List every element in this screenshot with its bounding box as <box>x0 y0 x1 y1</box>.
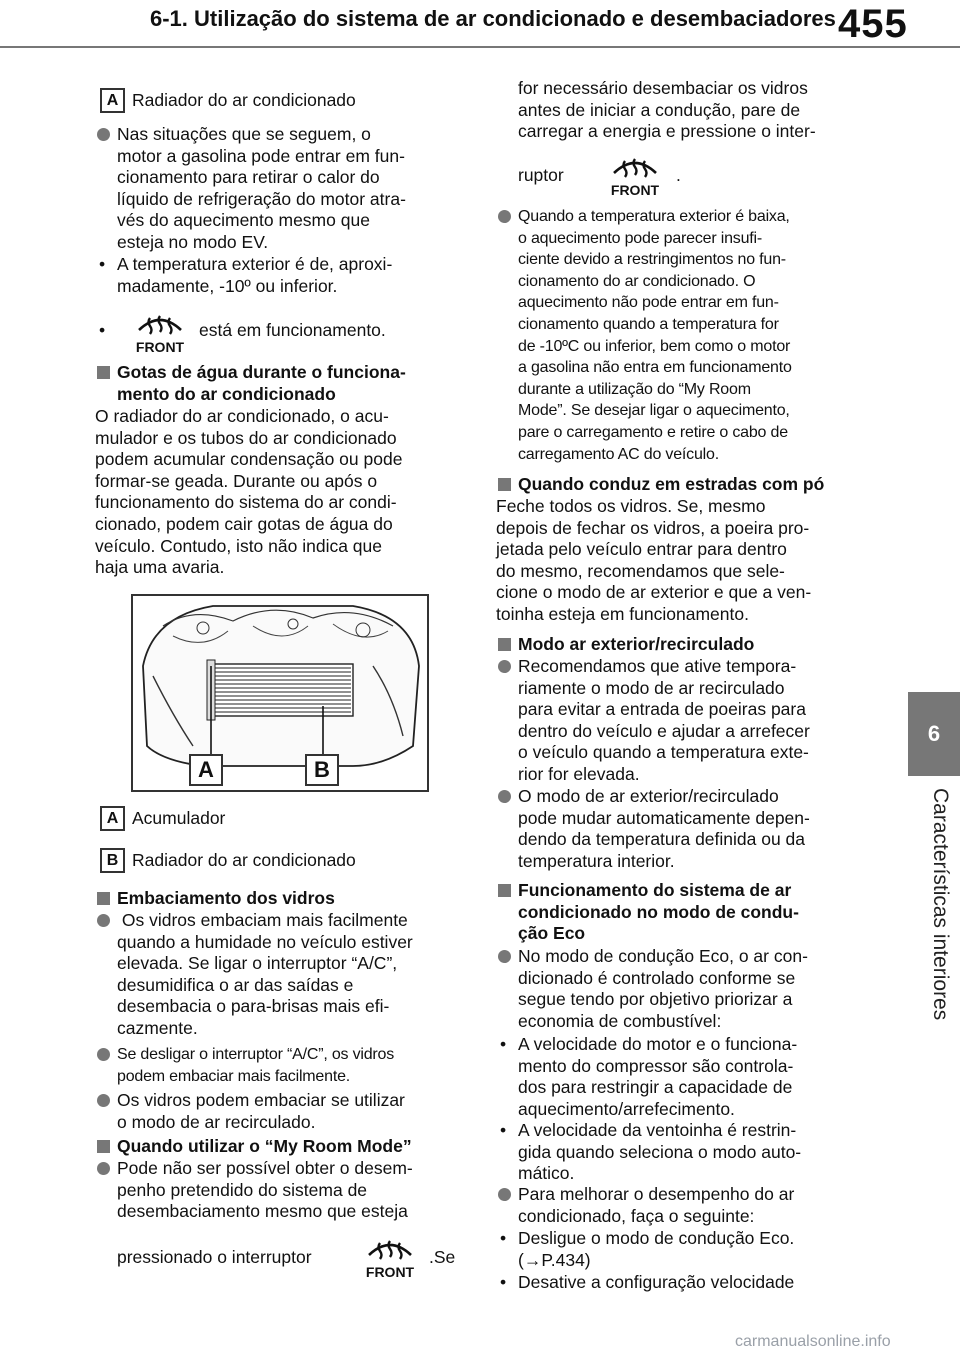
text-line: Gotas de água durante o funciona- <box>117 362 406 382</box>
text-line: haja uma avaria. <box>95 557 225 578</box>
text-line: pode mudar automaticamente depen- <box>518 807 810 828</box>
text-line: A temperatura exterior é de, aproxi- <box>117 254 393 274</box>
bullet-icon <box>498 790 511 803</box>
text-line: mático. <box>518 1163 575 1184</box>
svg-text:FRONT: FRONT <box>610 181 660 197</box>
text-line: condicionado, faça o seguinte: <box>518 1205 755 1226</box>
text-line: o aquecimento pode parecer insufi- <box>518 229 763 247</box>
text-line: o modo de ar recirculado. <box>117 1111 316 1132</box>
text-line: dos para restringir a capacidade de <box>518 1077 793 1098</box>
text-line: veículo. Contudo, isto não indica que <box>95 535 382 556</box>
text-line: condicionado no modo de condu- <box>518 901 799 922</box>
text-line: de -10ºC ou inferior, bem como o motor <box>518 337 791 355</box>
dash-item: • Desligue o modo de condução Eco. (→P.434) <box>496 1228 888 1271</box>
text-line: líquido de refrigeração do motor atra- <box>117 188 406 209</box>
bullet-item <box>95 910 487 1040</box>
dash-item: • A velocidade da ventoinha é restrin- gida quando seleciona o modo auto- mático. <box>496 1120 888 1185</box>
text-line: podem acumular condensação ou pode <box>95 449 403 470</box>
condenser-illustration <box>133 596 427 790</box>
text-line: segue tendo por objetivo priorizar a <box>518 989 793 1010</box>
section-heading: Quando conduz em estradas com pó <box>496 474 888 496</box>
text-line: podem embaciar mais facilmente. <box>117 1067 351 1085</box>
text-line: ção Eco <box>518 923 586 944</box>
text-line: Recomendamos que ative tempora- <box>518 656 797 676</box>
text-line: pare o carregamento e retire o cabo de <box>518 423 788 441</box>
text-line: Desative a configuração velocidade <box>518 1272 795 1292</box>
callout-badge-a: A <box>100 88 125 113</box>
text-line: jetada pelo veículo entrar para dentro <box>496 539 787 560</box>
front-defroster-icon <box>363 1233 417 1279</box>
text-line: Funcionamento do sistema de ar <box>518 880 792 900</box>
text-line: antes de iniciar a condução, pare de <box>518 99 801 120</box>
text-line: (→P.434) <box>518 1249 591 1270</box>
text-line: motor a gasolina pode entrar em fun- <box>117 145 405 166</box>
section-heading: Modo ar exterior/recirculado <box>496 634 888 656</box>
text-line: quando a humidade no veículo estiver <box>117 931 413 952</box>
square-icon <box>97 1140 110 1153</box>
callout-badge-a: A <box>100 806 125 831</box>
front-defroster-icon <box>133 308 187 354</box>
square-icon <box>498 638 511 651</box>
text-line: cione o modo de ar exterior e que a ven- <box>496 582 812 603</box>
text-line: para evitar a entrada de poeiras para <box>518 699 806 720</box>
callout-badge-b: B <box>100 848 125 873</box>
text-line: madamente, -10º ou inferior. <box>117 275 338 296</box>
text-line: depois de fechar os vidros, a poeira pro- <box>496 517 810 538</box>
section-heading <box>95 362 487 405</box>
dash-item: • A velocidade do motor e o funciona- mento do compressor são controla- dos para restringir a capacidade de aquecimento/arrefecimento. <box>496 1034 888 1120</box>
bullet-icon <box>498 1188 511 1201</box>
text-line: A velocidade do motor e o funciona- <box>518 1034 798 1054</box>
text-line: aquecimento/arrefecimento. <box>518 1098 735 1119</box>
watermark: carmanualsonline.info <box>735 1333 891 1350</box>
bullet-item: Pode não ser possível obter o desem- penho pretendido do sistema de desembaciamento mesmo que esteja pressionado o interruptor FRONT .Se <box>95 1158 487 1283</box>
section-heading <box>496 880 888 945</box>
text-line: dicionado é controlado conforme se <box>518 967 796 988</box>
bullet-icon <box>498 950 511 963</box>
square-icon <box>498 478 511 491</box>
text-line: Desligue o modo de condução Eco. <box>518 1228 795 1248</box>
bullet-icon <box>498 210 511 223</box>
bullet-item <box>95 1044 487 1087</box>
bullet-item <box>496 656 888 786</box>
text-line: desembacia o para-brisas mais efi- <box>117 996 390 1017</box>
text-line: Feche todos os vidros. Se, mesmo <box>496 496 766 516</box>
text-line: A velocidade da ventoinha é restrin- <box>518 1120 797 1140</box>
square-icon <box>97 366 110 379</box>
caption-accumulator: Acumulador <box>132 808 226 828</box>
text-line: toinha esteja em funcionamento. <box>496 603 749 624</box>
dash-text: está em funcionamento. <box>199 320 386 340</box>
text-line: Quando a temperatura exterior é baixa, <box>518 208 790 225</box>
text-line: dentro do veículo e ajudar a arrefecer <box>518 720 810 741</box>
text-line: elevada. Se ligar o interruptor “A/C”, <box>117 953 398 974</box>
bullet-icon <box>97 1094 110 1107</box>
section-heading: Quando utilizar o “My Room Mode” <box>95 1136 487 1158</box>
bullet-icon <box>97 914 110 927</box>
text-line: for necessário desembaciar os vidros <box>518 78 808 98</box>
text-line: cionamento do ar condicionado. O <box>518 272 756 290</box>
text-line: esteja no modo EV. <box>117 231 269 252</box>
text-line: do mesmo, recomendamos que sele- <box>496 560 785 581</box>
text-line: economia de combustível: <box>518 1010 722 1031</box>
section-title: 6-1. Utilização do sistema de ar condicionado e desembaciadores <box>150 6 836 31</box>
text-line: rior for elevada. <box>518 763 640 784</box>
caption-a: Radiador do ar condicionado <box>132 90 356 110</box>
text-line: mento do ar condicionado <box>117 383 336 404</box>
text-line: No modo de condução Eco, o ar con- <box>518 946 808 966</box>
bullet-item <box>95 124 487 254</box>
text-line: mulador e os tubos do ar condicionado <box>95 427 397 448</box>
front-label: FRONT <box>135 339 185 354</box>
bullet-icon <box>498 660 511 673</box>
header-divider <box>0 46 960 48</box>
text-line: riamente o modo de ar recirculado <box>518 677 785 698</box>
text-line: vés do aquecimento mesmo que <box>117 210 370 231</box>
text-line: cionamento para retirar o calor do <box>117 167 380 188</box>
text-line: carregamento AC do veículo. <box>518 445 719 463</box>
section-heading: Embaciamento dos vidros <box>95 888 487 910</box>
text-line: o veículo quando a temperatura exte- <box>518 742 809 763</box>
text-line: Para melhorar o desempenho do ar <box>518 1184 795 1204</box>
text-line: durante a utilização do “My Room <box>518 380 751 398</box>
text-line: funcionamento do sistema do ar condi- <box>95 492 397 513</box>
front-defroster-icon <box>608 151 662 197</box>
text-line: ciente devido a restringimentos no fun- <box>518 251 786 269</box>
text-line: Se desligar o interruptor “A/C”, os vidros <box>117 1046 395 1063</box>
text-line: temperatura interior. <box>518 850 675 871</box>
text-line: desumidifica o ar das saídas e <box>117 974 354 995</box>
square-icon <box>498 884 511 897</box>
text-line: cionamento quando a temperatura for <box>518 315 779 333</box>
text-line: O radiador do ar condicionado, o acu- <box>95 406 389 426</box>
engine-bay-figure <box>131 594 429 792</box>
figure-label-b: B <box>305 754 339 786</box>
bullet-item <box>496 206 888 465</box>
bullet-item <box>496 946 888 1032</box>
svg-text:FRONT: FRONT <box>365 1263 415 1279</box>
text-line: mento do compressor são controla- <box>518 1055 794 1076</box>
text-line: Os vidros embaciam mais facilmente <box>117 910 408 930</box>
text-line: Pode não ser possível obter o desem- <box>117 1158 413 1178</box>
text-line: a gasolina não entra em funcionamento <box>518 359 792 377</box>
bullet-item <box>95 1090 487 1133</box>
dash-item: • A temperatura exterior é de, aproxi- madamente, -10º ou inferior. <box>95 254 487 297</box>
text-line: penho pretendido do sistema de <box>117 1179 368 1200</box>
text-line: O modo de ar exterior/recirculado <box>518 786 779 806</box>
bullet-icon <box>97 128 110 141</box>
dash-item-defroster: • FRONT está em funcionamento. <box>95 308 487 358</box>
paragraph <box>496 496 866 626</box>
text-line: carregar a energia e pressione o inter- <box>518 121 816 142</box>
square-icon <box>97 892 110 905</box>
text-line: Mode”. Se desejar ligar o aquecimento, <box>518 402 790 420</box>
text-line: cazmente. <box>117 1017 198 1038</box>
paragraph <box>95 406 465 579</box>
text-line: dendo da temperatura definida ou da <box>518 829 806 850</box>
text-line: Nas situações que se seguem, o <box>117 124 371 144</box>
bullet-continuation: for necessário desembaciar os vidros antes de iniciar a condução, pare de carregar a energia e pressione o inter- ruptor FRONT . <box>496 78 888 201</box>
bullet-item <box>496 1184 888 1227</box>
text-line: cionado, podem cair gotas de água do <box>95 513 393 534</box>
figure-label-a: A <box>189 754 223 786</box>
text-line: Os vidros podem embaciar se utilizar <box>117 1090 405 1110</box>
chapter-label: Características interiores <box>929 788 952 1021</box>
bullet-icon <box>97 1162 110 1175</box>
text-line: formar-se geada. Durante ou após o <box>95 470 378 491</box>
caption-radiator: Radiador do ar condicionado <box>132 850 356 870</box>
bullet-item <box>496 786 888 872</box>
page-number: 455 <box>838 2 908 46</box>
text-line: desembaciamento mesmo que esteja <box>117 1201 408 1222</box>
text-line: aquecimento não pode entrar em fun- <box>518 294 779 312</box>
text-line: gida quando seleciona o modo auto- <box>518 1141 802 1162</box>
dash-item: • Desative a configuração velocidade <box>496 1272 888 1294</box>
bullet-icon <box>97 1048 110 1061</box>
chapter-tab: 6 <box>908 692 960 776</box>
